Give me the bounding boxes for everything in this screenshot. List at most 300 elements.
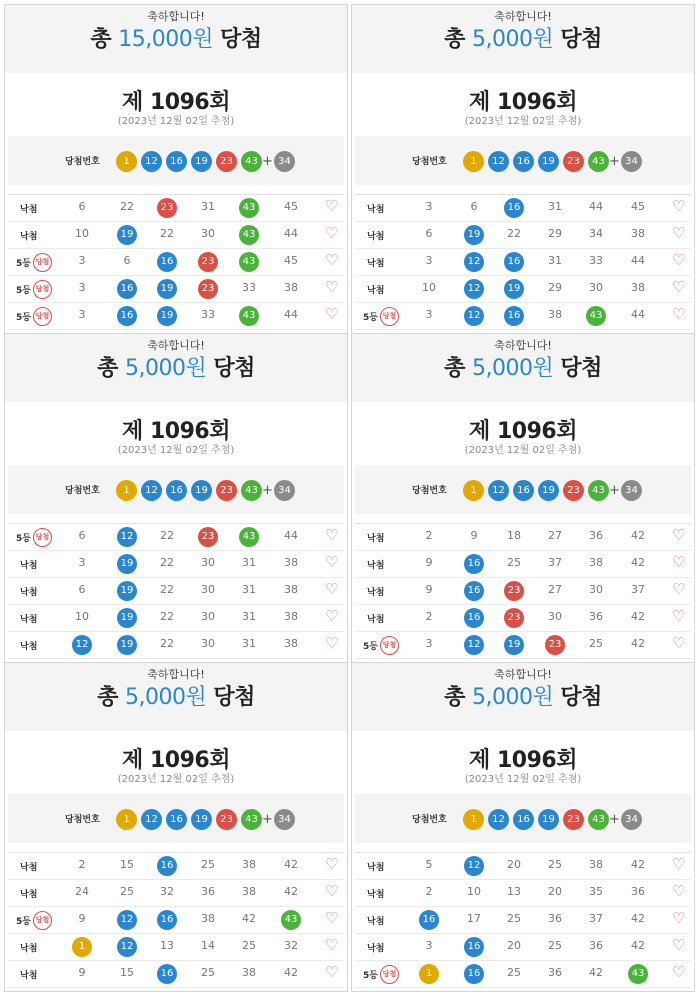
result-label-lose: 낙첨 — [367, 205, 385, 215]
matched-number-ball: 12 — [72, 635, 92, 655]
favorite-heart-icon[interactable]: ♡ — [672, 855, 686, 873]
ticket-number: 44 — [284, 308, 298, 321]
winning-numbers-label: 당첨번호 — [65, 815, 100, 825]
ticket-number: 3 — [425, 637, 433, 650]
ticket-number: 38 — [242, 885, 256, 898]
favorite-heart-icon[interactable]: ♡ — [325, 305, 339, 323]
matched-number-ball: 1 — [72, 937, 92, 957]
matched-number-ball: 16 — [464, 608, 484, 628]
favorite-heart-icon[interactable]: ♡ — [672, 909, 686, 927]
draw-date: (2023년 12월 02일 추첨) — [464, 445, 582, 456]
ticket-number: 44 — [589, 200, 603, 213]
plus-sign: + — [609, 154, 620, 169]
ticket-line — [8, 195, 344, 222]
winning-stamp: 당첨 — [380, 965, 399, 984]
ticket-number: 30 — [201, 637, 215, 650]
result-card — [4, 662, 348, 992]
prize-header — [5, 663, 347, 731]
result-label-lose: 낙첨 — [367, 259, 385, 269]
winning-stamp: 당첨 — [380, 636, 399, 655]
favorite-heart-icon[interactable]: ♡ — [672, 936, 686, 954]
prize-suffix: 당첨 — [553, 685, 602, 710]
ticket-number: 27 — [548, 529, 562, 542]
ticket-number: 31 — [242, 610, 256, 623]
draw-date: (2023년 12월 02일 추첨) — [117, 445, 235, 456]
congrats-text: 축하합니다! — [494, 10, 552, 23]
prize-suffix: 당첨 — [206, 356, 255, 381]
draw-date: (2023년 12월 02일 추첨) — [117, 774, 235, 785]
prize-header — [352, 5, 694, 73]
matched-number-ball: 16 — [464, 964, 484, 984]
favorite-heart-icon[interactable]: ♡ — [325, 251, 339, 269]
winning-stamp: 당첨 — [33, 307, 52, 326]
result-label-fifth: 5등 — [363, 642, 378, 652]
matched-number-ball: 16 — [504, 198, 524, 218]
ticket-line — [355, 551, 691, 578]
favorite-heart-icon[interactable]: ♡ — [672, 251, 686, 269]
congrats-text: 축하합니다! — [494, 339, 552, 352]
draw-date: (2023년 12월 02일 추첨) — [464, 116, 582, 127]
ticket-number: 38 — [284, 637, 298, 650]
result-card — [351, 662, 695, 992]
ticket-number: 42 — [284, 966, 298, 979]
bonus-ball: 34 — [274, 809, 295, 830]
matched-number-ball: 43 — [281, 910, 301, 930]
result-label-lose: 낙첨 — [367, 917, 385, 927]
matched-number-ball: 23 — [198, 527, 218, 547]
winning-ball: 23 — [563, 480, 584, 501]
ticket-number: 44 — [631, 254, 645, 267]
prize-prefix: 총 — [444, 356, 472, 381]
ticket-number: 6 — [78, 200, 86, 213]
ticket-number: 9 — [425, 583, 433, 596]
prize-total — [352, 22, 694, 53]
result-label-lose: 낙첨 — [20, 890, 38, 900]
matched-number-ball: 19 — [504, 635, 524, 655]
ticket-number: 38 — [589, 858, 603, 871]
winning-numbers-bar — [355, 465, 691, 514]
ticket-number: 33 — [589, 254, 603, 267]
result-label-lose: 낙첨 — [367, 615, 385, 625]
winning-ball: 1 — [116, 151, 137, 172]
winning-ball: 12 — [141, 480, 162, 501]
ticket-number: 22 — [120, 200, 134, 213]
ticket-number: 6 — [78, 583, 86, 596]
winning-ball: 19 — [538, 480, 559, 501]
ticket-line — [355, 249, 691, 276]
matched-number-ball: 12 — [464, 856, 484, 876]
ticket-number: 25 — [589, 637, 603, 650]
plus-sign: + — [262, 812, 273, 827]
congrats-text: 축하합니다! — [147, 10, 205, 23]
result-label-lose: 낙첨 — [20, 944, 38, 954]
draw-round: 제 1096회 — [469, 90, 577, 115]
ticket-number: 22 — [160, 637, 174, 650]
ticket-number: 30 — [201, 583, 215, 596]
favorite-heart-icon[interactable]: ♡ — [325, 553, 339, 571]
matched-number-ball: 19 — [117, 225, 137, 245]
ticket-number: 15 — [120, 858, 134, 871]
favorite-heart-icon[interactable]: ♡ — [672, 963, 686, 981]
ticket-number: 25 — [548, 939, 562, 952]
ticket-number: 45 — [631, 200, 645, 213]
favorite-heart-icon[interactable]: ♡ — [672, 305, 686, 323]
favorite-heart-icon[interactable]: ♡ — [325, 197, 339, 215]
winning-numbers-bar — [8, 794, 344, 843]
draw-round: 제 1096회 — [469, 419, 577, 444]
prize-prefix: 총 — [444, 27, 472, 52]
matched-number-ball: 19 — [464, 225, 484, 245]
ticket-line — [8, 578, 344, 605]
result-label-fifth: 5등 — [16, 917, 31, 927]
ticket-number: 18 — [507, 529, 521, 542]
matched-number-ball: 16 — [117, 279, 137, 299]
matched-number-ball: 16 — [419, 910, 439, 930]
winning-ball: 16 — [166, 151, 187, 172]
ticket-number: 38 — [284, 583, 298, 596]
result-label-lose: 낙첨 — [20, 863, 38, 873]
ticket-number: 20 — [507, 858, 521, 871]
matched-number-ball: 19 — [117, 635, 137, 655]
prize-total — [5, 22, 347, 53]
ticket-line — [8, 934, 344, 961]
result-card — [4, 333, 348, 663]
favorite-heart-icon[interactable]: ♡ — [672, 634, 686, 652]
ticket-number: 33 — [242, 281, 256, 294]
ticket-number: 38 — [201, 912, 215, 925]
ticket-number: 42 — [631, 912, 645, 925]
ticket-line — [355, 961, 691, 988]
result-label-lose: 낙첨 — [20, 642, 38, 652]
matched-number-ball: 23 — [545, 635, 565, 655]
ticket-number: 42 — [284, 858, 298, 871]
winning-ball: 23 — [216, 809, 237, 830]
ticket-number: 32 — [284, 939, 298, 952]
ticket-number: 42 — [631, 610, 645, 623]
ticket-number: 38 — [284, 556, 298, 569]
ticket-number: 37 — [589, 912, 603, 925]
favorite-heart-icon[interactable]: ♡ — [325, 224, 339, 242]
matched-number-ball: 12 — [464, 306, 484, 326]
ticket-line — [8, 276, 344, 303]
bonus-ball: 34 — [274, 151, 295, 172]
favorite-heart-icon[interactable]: ♡ — [672, 607, 686, 625]
prize-prefix: 총 — [90, 27, 119, 52]
matched-number-ball: 16 — [117, 306, 137, 326]
prize-suffix: 당첨 — [206, 685, 255, 710]
ticket-number: 36 — [589, 610, 603, 623]
ticket-number: 22 — [160, 556, 174, 569]
ticket-line — [8, 303, 344, 330]
ticket-lines — [8, 194, 344, 330]
ticket-number: 25 — [120, 885, 134, 898]
matched-number-ball: 19 — [157, 279, 177, 299]
winning-ball: 23 — [216, 151, 237, 172]
ticket-lines — [355, 194, 691, 330]
ticket-number: 3 — [78, 556, 86, 569]
ticket-number: 2 — [78, 858, 86, 871]
winning-ball: 19 — [191, 809, 212, 830]
ticket-number: 25 — [548, 858, 562, 871]
ticket-line — [8, 880, 344, 907]
prize-total — [5, 680, 347, 711]
ticket-number: 6 — [425, 227, 433, 240]
matched-number-ball: 16 — [464, 937, 484, 957]
ticket-number: 31 — [242, 583, 256, 596]
ticket-number: 38 — [631, 281, 645, 294]
ticket-line — [8, 853, 344, 880]
winning-ball: 43 — [241, 151, 262, 172]
winning-numbers-label: 당첨번호 — [412, 815, 447, 825]
ticket-number: 31 — [201, 200, 215, 213]
favorite-heart-icon[interactable]: ♡ — [325, 607, 339, 625]
draw-round: 제 1096회 — [122, 419, 230, 444]
winning-ball: 16 — [513, 809, 534, 830]
winning-ball: 12 — [488, 809, 509, 830]
ticket-number: 3 — [425, 254, 433, 267]
prize-total — [5, 351, 347, 382]
winning-ball: 19 — [191, 151, 212, 172]
ticket-number: 3 — [78, 308, 86, 321]
prize-header — [5, 5, 347, 73]
matched-number-ball: 43 — [628, 964, 648, 984]
ticket-number: 33 — [201, 308, 215, 321]
ticket-number: 10 — [75, 227, 89, 240]
winning-stamp: 당첨 — [33, 253, 52, 272]
ticket-number: 3 — [425, 308, 433, 321]
winning-numbers-bar — [8, 465, 344, 514]
winning-numbers-label: 당첨번호 — [412, 486, 447, 496]
winning-ball: 12 — [141, 809, 162, 830]
result-label-lose: 낙첨 — [367, 286, 385, 296]
congrats-text: 축하합니다! — [494, 668, 552, 681]
ticket-number: 25 — [507, 556, 521, 569]
bonus-ball: 34 — [621, 151, 642, 172]
ticket-line — [8, 551, 344, 578]
result-label-lose: 낙첨 — [367, 232, 385, 242]
matched-number-ball: 43 — [239, 527, 259, 547]
ticket-line — [8, 907, 344, 934]
favorite-heart-icon[interactable]: ♡ — [325, 580, 339, 598]
favorite-heart-icon[interactable]: ♡ — [672, 278, 686, 296]
ticket-number: 37 — [548, 556, 562, 569]
matched-number-ball: 23 — [198, 279, 218, 299]
prize-suffix: 당첨 — [212, 27, 262, 52]
ticket-number: 35 — [589, 885, 603, 898]
prize-amount: 5,000원 — [472, 356, 554, 381]
winning-ball: 16 — [166, 480, 187, 501]
congrats-text: 축하합니다! — [147, 668, 205, 681]
winning-ball: 19 — [538, 151, 559, 172]
matched-number-ball: 12 — [464, 635, 484, 655]
ticket-number: 25 — [242, 939, 256, 952]
favorite-heart-icon[interactable]: ♡ — [325, 855, 339, 873]
ticket-number: 42 — [242, 912, 256, 925]
ticket-line — [355, 303, 691, 330]
draw-round: 제 1096회 — [122, 748, 230, 773]
winning-numbers-bar — [355, 136, 691, 185]
prize-amount: 5,000원 — [125, 685, 207, 710]
favorite-heart-icon[interactable]: ♡ — [325, 278, 339, 296]
ticket-number: 36 — [589, 529, 603, 542]
ticket-line — [355, 222, 691, 249]
ticket-number: 32 — [160, 885, 174, 898]
prize-amount: 5,000원 — [125, 356, 207, 381]
ticket-number: 2 — [425, 529, 433, 542]
ticket-number: 3 — [78, 281, 86, 294]
ticket-number: 38 — [589, 556, 603, 569]
ticket-line — [355, 853, 691, 880]
winning-stamp: 당첨 — [380, 307, 399, 326]
ticket-line — [8, 222, 344, 249]
result-label-lose: 낙첨 — [20, 615, 38, 625]
ticket-number: 2 — [425, 885, 433, 898]
ticket-number: 44 — [284, 529, 298, 542]
prize-prefix: 총 — [444, 685, 472, 710]
ticket-number: 25 — [507, 966, 521, 979]
ticket-number: 36 — [548, 912, 562, 925]
ticket-number: 6 — [78, 529, 86, 542]
favorite-heart-icon[interactable]: ♡ — [672, 882, 686, 900]
winning-ball: 43 — [588, 809, 609, 830]
draw-date: (2023년 12월 02일 추첨) — [117, 116, 235, 127]
ticket-number: 36 — [589, 939, 603, 952]
ticket-number: 22 — [160, 583, 174, 596]
prize-header — [352, 663, 694, 731]
matched-number-ball: 23 — [504, 608, 524, 628]
ticket-number: 42 — [631, 939, 645, 952]
ticket-line — [355, 880, 691, 907]
ticket-number: 31 — [242, 637, 256, 650]
ticket-number: 13 — [507, 885, 521, 898]
prize-total — [352, 680, 694, 711]
draw-date: (2023년 12월 02일 추첨) — [464, 774, 582, 785]
winning-ball: 1 — [463, 480, 484, 501]
winning-numbers-label: 당첨번호 — [412, 157, 447, 167]
winning-numbers-bar — [355, 794, 691, 843]
matched-number-ball: 16 — [157, 910, 177, 930]
ticket-number: 24 — [75, 885, 89, 898]
matched-number-ball: 19 — [157, 306, 177, 326]
ticket-number: 38 — [631, 227, 645, 240]
ticket-number: 27 — [548, 583, 562, 596]
ticket-number: 29 — [548, 281, 562, 294]
matched-number-ball: 12 — [117, 527, 137, 547]
ticket-number: 30 — [548, 610, 562, 623]
ticket-number: 14 — [201, 939, 215, 952]
congrats-text: 축하합니다! — [147, 339, 205, 352]
result-label-lose: 낙첨 — [367, 561, 385, 571]
result-label-lose: 낙첨 — [367, 944, 385, 954]
ticket-line — [8, 605, 344, 632]
favorite-heart-icon[interactable]: ♡ — [672, 526, 686, 544]
ticket-number: 36 — [548, 966, 562, 979]
matched-number-ball: 12 — [464, 279, 484, 299]
result-label-fifth: 5등 — [16, 534, 31, 544]
favorite-heart-icon[interactable]: ♡ — [672, 224, 686, 242]
ticket-number: 45 — [284, 254, 298, 267]
ticket-number: 38 — [242, 966, 256, 979]
matched-number-ball: 16 — [157, 252, 177, 272]
winning-numbers-bar — [8, 136, 344, 185]
plus-sign: + — [609, 812, 620, 827]
ticket-line — [8, 249, 344, 276]
ticket-number: 10 — [75, 610, 89, 623]
ticket-number: 25 — [201, 858, 215, 871]
ticket-number: 30 — [589, 281, 603, 294]
favorite-heart-icon[interactable]: ♡ — [325, 963, 339, 981]
winning-ball: 23 — [216, 480, 237, 501]
result-label-lose: 낙첨 — [20, 971, 38, 981]
result-label-lose: 낙첨 — [367, 890, 385, 900]
ticket-number: 9 — [470, 529, 478, 542]
matched-number-ball: 43 — [239, 306, 259, 326]
ticket-number: 10 — [422, 281, 436, 294]
ticket-number: 34 — [589, 227, 603, 240]
favorite-heart-icon[interactable]: ♡ — [672, 197, 686, 215]
ticket-number: 9 — [425, 556, 433, 569]
ticket-number: 9 — [78, 912, 86, 925]
ticket-number: 22 — [507, 227, 521, 240]
ticket-lines — [355, 852, 691, 988]
bonus-ball: 34 — [621, 480, 642, 501]
favorite-heart-icon[interactable]: ♡ — [325, 634, 339, 652]
prize-prefix: 총 — [97, 685, 125, 710]
favorite-heart-icon[interactable]: ♡ — [325, 936, 339, 954]
ticket-number: 15 — [120, 966, 134, 979]
ticket-line — [355, 934, 691, 961]
favorite-heart-icon[interactable]: ♡ — [325, 882, 339, 900]
prize-suffix: 당첨 — [553, 27, 602, 52]
ticket-number: 29 — [548, 227, 562, 240]
matched-number-ball: 43 — [239, 252, 259, 272]
ticket-number: 10 — [467, 885, 481, 898]
prize-header — [5, 334, 347, 402]
bonus-ball: 34 — [274, 480, 295, 501]
result-label-lose: 낙첨 — [20, 588, 38, 598]
result-label-fifth: 5등 — [16, 259, 31, 269]
winning-ball: 19 — [538, 809, 559, 830]
ticket-line — [355, 276, 691, 303]
winning-numbers-label: 당첨번호 — [65, 157, 100, 167]
ticket-line — [355, 524, 691, 551]
matched-number-ball: 43 — [586, 306, 606, 326]
bonus-ball: 34 — [621, 809, 642, 830]
ticket-number: 22 — [160, 227, 174, 240]
matched-number-ball: 43 — [239, 198, 259, 218]
ticket-lines — [8, 852, 344, 988]
ticket-number: 31 — [548, 200, 562, 213]
ticket-line — [8, 961, 344, 988]
ticket-line — [355, 195, 691, 222]
ticket-number: 3 — [425, 200, 433, 213]
ticket-number: 20 — [548, 885, 562, 898]
ticket-number: 22 — [160, 610, 174, 623]
matched-number-ball: 19 — [117, 581, 137, 601]
ticket-number: 25 — [201, 966, 215, 979]
favorite-heart-icon[interactable]: ♡ — [672, 553, 686, 571]
prize-amount: 5,000원 — [472, 685, 554, 710]
favorite-heart-icon[interactable]: ♡ — [672, 580, 686, 598]
result-card — [351, 4, 695, 334]
ticket-number: 6 — [123, 254, 131, 267]
favorite-heart-icon[interactable]: ♡ — [325, 909, 339, 927]
winning-ball: 1 — [116, 809, 137, 830]
result-label-lose: 낙첨 — [20, 232, 38, 242]
matched-number-ball: 19 — [117, 608, 137, 628]
matched-number-ball: 16 — [504, 306, 524, 326]
favorite-heart-icon[interactable]: ♡ — [325, 526, 339, 544]
